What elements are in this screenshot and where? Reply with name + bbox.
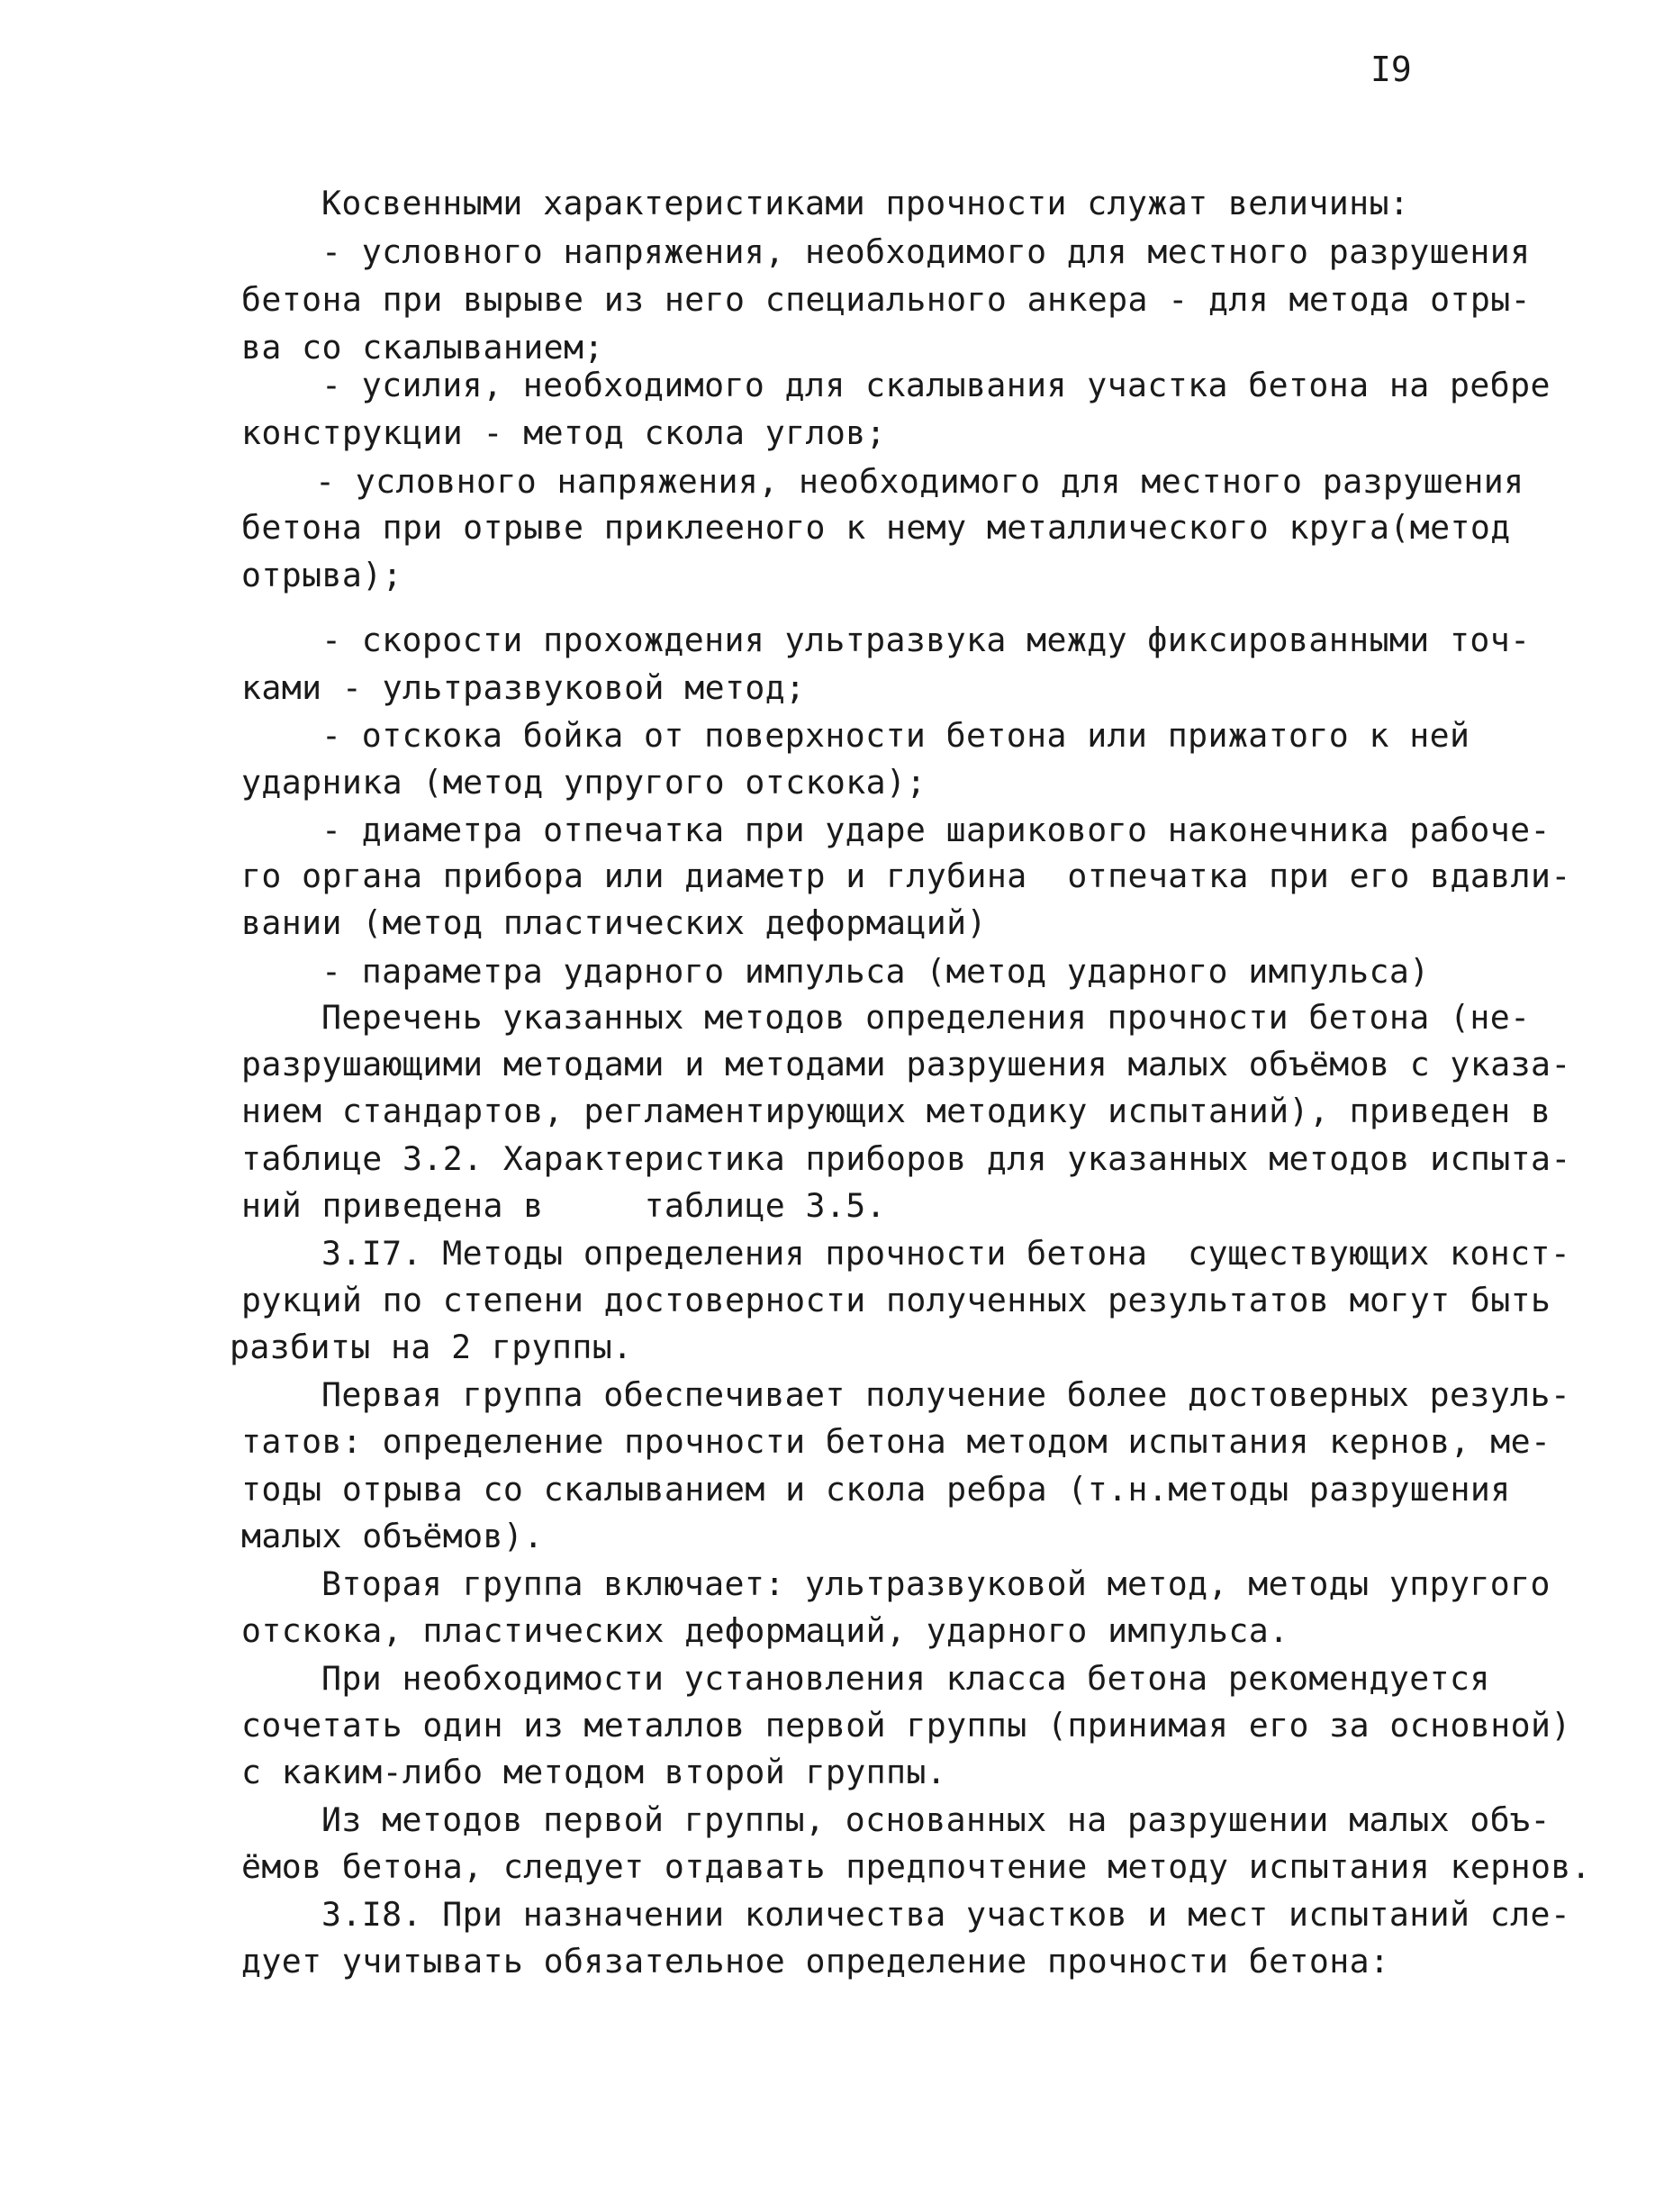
text-line: бетона при отрыве приклееного к нему металлического круга(метод [241, 508, 1511, 547]
text-line: - отскока бойка от поверхности бетона или прижатого к ней [321, 716, 1470, 755]
text-line: вании (метод пластических деформаций) [241, 903, 987, 942]
text-line: - условного напряжения, необходимого для местного разрушения [315, 462, 1524, 501]
text-line: рукций по степени достоверности полученных результатов могут быть [241, 1281, 1551, 1319]
text-line: нием стандартов, регламентирующих методику испытаний), приведен в [241, 1092, 1551, 1130]
text-line: конструкции - метод скола углов; [241, 413, 886, 452]
text-line: Косвенными характеристиками прочности служат величины: [321, 184, 1410, 222]
text-line: го органа прибора или диаметр и глубина отпечатка при его вдавли- [241, 857, 1571, 895]
text-line: малых объёмов). [241, 1517, 544, 1555]
text-line: Перечень указанных методов определения прочности бетона (не- [321, 998, 1531, 1037]
text-line: Первая группа обеспечивает получение более достоверных резуль- [321, 1375, 1571, 1414]
text-line: ками - ультразвуковой метод; [241, 668, 806, 707]
text-line: - условного напряжения, необходимого для местного разрушения [321, 232, 1531, 271]
text-line: дует учитывать обязательное определение прочности бетона: [241, 1942, 1390, 1981]
text-line: бетона при вырыве из него специального анкера - для метода отры- [241, 280, 1531, 319]
text-line: Из методов первой группы, основанных на разрушении малых объ- [321, 1800, 1551, 1839]
text-line: - усилия, необходимого для скалывания участка бетона на ребре [321, 366, 1551, 404]
page-number: I9 [1370, 50, 1412, 89]
text-line: ва со скалыванием; [241, 328, 604, 367]
text-line: ний приведена в таблице 3.5. [241, 1186, 886, 1225]
text-line: - скорости прохождения ультразвука между фиксированными точ- [321, 621, 1531, 659]
text-line: татов: определение прочности бетона методом испытания кернов, ме- [241, 1422, 1551, 1461]
text-line: отрыва); [241, 556, 402, 594]
text-line: Вторая группа включает: ультразвуковой метод, методы упругого [321, 1564, 1551, 1603]
text-line: - параметра ударного импульса (метод ударного импульса) [321, 952, 1430, 991]
text-line: с каким-либо методом второй группы. [241, 1753, 947, 1791]
text-line: таблице 3.2. Характеристика приборов для указанных методов испыта- [241, 1139, 1571, 1178]
text-line: 3.I8. При назначении количества участков и мест испытаний сле- [321, 1895, 1571, 1934]
text-line: разрушающими методами и методами разрушения малых объёмов с указа- [241, 1045, 1571, 1083]
text-line: ударника (метод упругого отскока); [241, 763, 927, 802]
text-line: разбиты на 2 группы. [230, 1328, 633, 1366]
text-line: - диаметра отпечатка при ударе шарикового наконечника рабоче- [321, 811, 1551, 849]
text-line: тоды отрыва со скалыванием и скола ребра (т.н.методы разрушения [241, 1470, 1511, 1509]
text-line: 3.I7. Методы определения прочности бетона существующих конст- [321, 1234, 1571, 1273]
text-line: При необходимости установления класса бетона рекомендуется [321, 1659, 1490, 1698]
text-line: сочетать один из металлов первой группы (принимая его за основной) [241, 1706, 1571, 1745]
text-line: отскока, пластических деформаций, ударного импульса. [241, 1611, 1289, 1650]
text-line: ёмов бетона, следует отдавать предпочтение методу испытания кернов. [241, 1847, 1592, 1886]
